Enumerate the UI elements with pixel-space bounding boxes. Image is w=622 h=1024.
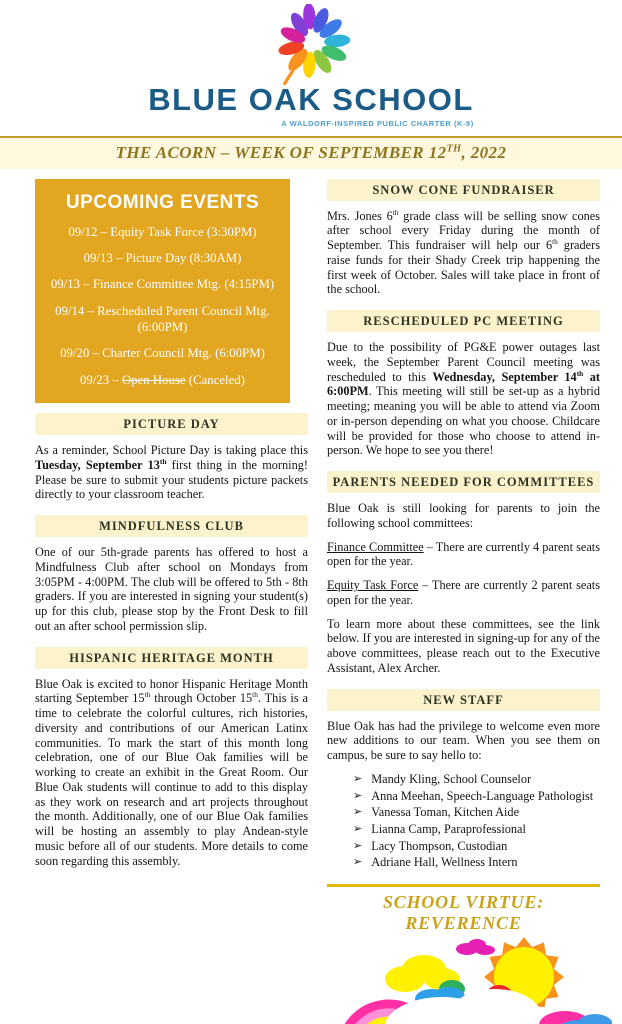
text-segment: Open House <box>121 372 186 387</box>
text-segment: (Canceled) <box>185 372 245 387</box>
event-item <box>43 303 282 336</box>
staff-name: Adriane Hall, Wellness Intern <box>371 855 518 870</box>
text-segment: Tuesday, September 13 <box>35 457 160 472</box>
text-segment: Wednesday, September 14 <box>432 369 577 384</box>
banner-title <box>116 143 507 162</box>
text-segment: , 2022 <box>461 142 507 162</box>
brand-block <box>148 84 474 128</box>
text-segment: 09/12 – Equity Task Force (3:30PM) <box>68 224 257 239</box>
magenta-cloud-icon <box>456 939 495 955</box>
paragraph <box>35 443 308 502</box>
paragraph <box>327 578 600 608</box>
school-virtue-title: SCHOOL VIRTUE: REVERENCE <box>382 892 545 934</box>
news-section <box>35 515 308 634</box>
text-segment: through October 15 <box>150 691 253 706</box>
upcoming-events-list <box>43 224 282 389</box>
arrow-bullet-icon: ➢ <box>353 771 363 785</box>
news-section <box>35 647 308 869</box>
text-segment: 09/14 – Rescheduled Parent Council Mtg. (6:00PM) <box>55 303 270 335</box>
newsletter-header <box>0 0 622 131</box>
staff-item <box>353 789 600 805</box>
paragraph <box>327 617 600 676</box>
paragraph <box>35 677 308 869</box>
staff-item <box>353 839 600 855</box>
right-sections <box>327 179 600 872</box>
news-section <box>327 310 600 458</box>
text-segment: One of our 5th-grade parents has offered to host a Mindfulness Club after school on Mondays from 3:05PM - 4:00PM. The club will be offered to 5th - 8th graders. If you are interested in signing your student(s) up for this club, please stop by the Front Desk to fill out an after school permission slip. <box>35 545 308 633</box>
staff-name: Vanessa Toman, Kitchen Aide <box>371 805 520 820</box>
paragraph <box>35 545 308 634</box>
news-section <box>327 689 600 872</box>
staff-item <box>353 772 600 788</box>
text-segment: Blue Oak is excited to honor Hispanic Heritage Month starting September 15 <box>35 676 308 706</box>
text-segment: 09/20 – Charter Council Mtg. (6:00PM) <box>60 346 265 361</box>
staff-name: Anna Meehan, Speech-Language Pathologist <box>371 788 594 803</box>
arrow-bullet-icon: ➢ <box>353 838 363 852</box>
text-segment: Mrs. Jones 6 <box>327 208 393 223</box>
text-segment: . This meeting will still be set-up as a hybrid meeting; meaning you will be able to attend via Zoom or in-person depending on what you choose. Childcare will be provided for those who choose to attend in-person. We hope to see you there! <box>327 384 600 458</box>
text-segment: th <box>552 236 558 246</box>
staff-item <box>353 822 600 838</box>
staff-name: Lianna Camp, Paraprofessional <box>371 822 526 836</box>
staff-item <box>353 805 600 821</box>
paragraph <box>327 501 600 531</box>
text-segment: 09/13 – Finance Committee Mtg. (4:15PM) <box>50 277 275 292</box>
text-segment: THE ACORN – WEEK OF SEPTEMBER 12 <box>115 142 447 162</box>
staff-name: Mandy Kling, School Counselor <box>371 771 532 786</box>
staff-list <box>327 772 600 871</box>
staff-item <box>353 855 600 871</box>
upcoming-events-box <box>35 179 290 404</box>
section-heading: PICTURE DAY <box>35 413 308 435</box>
news-section <box>327 471 600 676</box>
text-segment: Equity Task Force <box>327 578 419 593</box>
section-heading: HISPANIC HERITAGE MONTH <box>35 647 308 669</box>
event-item <box>43 372 282 388</box>
section-heading: MINDFULNESS CLUB <box>35 515 308 537</box>
staff-name: Lacy Thompson, Custodian <box>371 838 508 853</box>
text-segment: Blue Oak has had the privilege to welcome even more new additions to our team. When you see them on campus, be sure to say hello to: <box>327 718 600 763</box>
section-heading: NEW STAFF <box>327 689 600 711</box>
event-item <box>43 276 282 292</box>
text-segment: th <box>159 456 167 466</box>
text-segment: th <box>252 690 258 700</box>
text-segment: th <box>144 690 151 700</box>
text-segment: . This is a time to celebrate the colorful cultures, rich histories, diversity and contributions of our American Latinx communities. To mark the start of this month long celebration, one of our Blue Oak families will be working to create an exhibit in the Great Room. Our Blue Oak students will continue to add to this display as they work on research and art projects throughout the month. Additionally, one of our Blue Oak families will be hosting an assembly to play Andean-style music before all of our students. More details to come soon regarding this assembly. <box>35 691 308 868</box>
section-heading: RESCHEDULED PC MEETING <box>327 310 600 332</box>
text-segment: 09/13 – Picture Day (8:30AM) <box>83 250 242 265</box>
section-heading: PARENTS NEEDED FOR COMMITTEES <box>327 471 600 493</box>
left-sections <box>35 413 308 868</box>
arrow-bullet-icon: ➢ <box>353 788 363 802</box>
text-segment: first thing in the morning! Please be sure to submit your students picture packets directly to your classroom teacher. <box>35 457 308 502</box>
school-name: BLUE OAK SCHOOL <box>148 82 474 117</box>
event-item <box>43 345 282 361</box>
paragraph <box>327 719 600 763</box>
text-segment: Blue Oak is still looking for parents to join the following school committees: <box>327 501 600 530</box>
event-item <box>43 250 282 266</box>
text-segment: TH <box>446 142 462 154</box>
content-columns <box>0 169 622 1024</box>
school-tagline: A WALDORF-INSPIRED PUBLIC CHARTER (K-8) <box>281 118 474 128</box>
arrow-bullet-icon: ➢ <box>353 822 363 835</box>
arrow-bullet-icon: ➢ <box>353 805 363 819</box>
arrow-bullet-icon: ➢ <box>353 855 363 869</box>
text-segment: 09/23 – <box>80 372 122 387</box>
paragraph <box>327 340 600 458</box>
text-segment: at 6:00PM <box>327 369 600 399</box>
paragraph <box>327 209 600 298</box>
news-section <box>327 179 600 298</box>
left-column <box>35 179 308 869</box>
rainbow-sun-clouds-art <box>327 937 600 1024</box>
text-segment: graders raise funds for their Shady Creek trip happening the first week of October. Sales will take place in front of the school. <box>327 238 600 297</box>
text-segment: To learn more about these committees, see the link below. If you are interested in signing-up for any of the above committees, please reach out to the Executive Assistant, Alex Archer. <box>327 616 600 675</box>
section-heading: SNOW CONE FUNDRAISER <box>327 179 600 201</box>
text-segment: Due to the possibility of PG&E power outages last week, the September Parent Council meeting was rescheduled to this <box>327 340 600 384</box>
text-segment: grade class will be selling snow cones after school every Friday during the month of September. This fundraiser will help our 6 <box>327 208 601 253</box>
right-column <box>327 179 600 1024</box>
oak-leaf-logo <box>0 4 622 86</box>
text-segment: – There are currently 2 parent seats open for the year. <box>327 578 600 607</box>
text-segment: th <box>392 207 399 217</box>
text-segment: th <box>576 368 584 378</box>
newsletter-banner <box>0 138 622 169</box>
school-virtue-block <box>327 884 600 934</box>
news-section <box>35 413 308 502</box>
text-segment: Finance Committee <box>327 539 424 554</box>
text-segment: As a reminder, School Picture Day is taking place this <box>35 443 308 458</box>
upcoming-events-title: UPCOMING EVENTS <box>65 191 260 213</box>
text-segment: – There are currently 4 parent seats open for the year. <box>327 539 600 569</box>
event-item <box>43 224 282 240</box>
paragraph <box>327 540 600 570</box>
